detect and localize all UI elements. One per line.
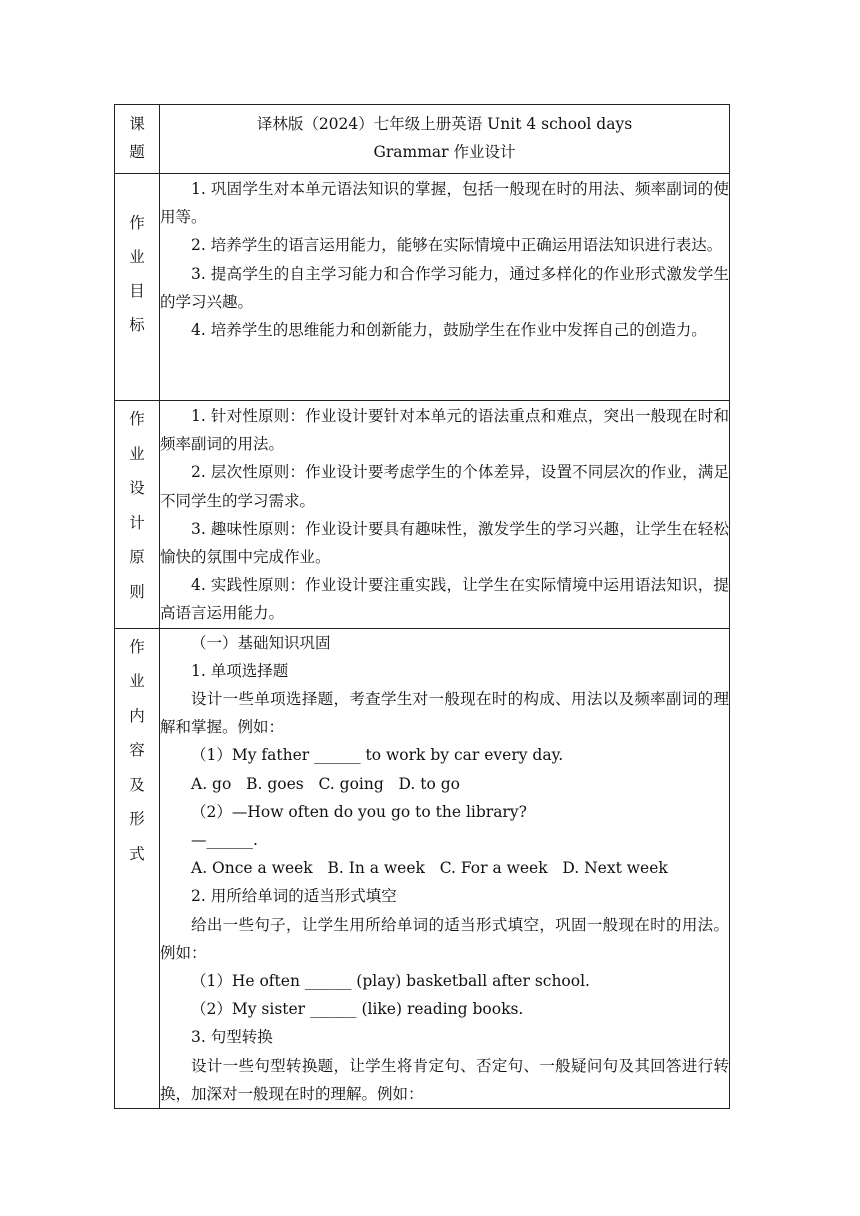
objectives-content-cell <box>160 174 730 401</box>
topic-title-line-1: 译林版（2024）七年级上册英语 Unit 4 school days <box>256 115 633 133</box>
objective-item-1: 1. 巩固学生对本单元语法知识的掌握，包括一般现在时的用法、频率副词的使用等。 <box>160 180 729 227</box>
topic-row <box>115 105 730 174</box>
fill-question-2: （2）My sister ______ (like) reading books. <box>191 1000 524 1019</box>
section-heading-basics: （一）基础知识巩固 <box>191 633 331 652</box>
objective-item-4: 4. 培养学生的思维能力和创新能力，鼓励学生在作业中发挥自己的创造力。 <box>191 321 707 340</box>
principles-label-char-4: 计 <box>129 513 145 532</box>
content-label-char-7: 式 <box>129 844 145 863</box>
content-label-char-1: 作 <box>129 637 145 656</box>
principles-label-cell <box>115 401 160 629</box>
question-2-options: A. Once a week B. In a week C. For a week D. Next week <box>191 859 668 878</box>
content-body-cell <box>160 628 730 1108</box>
topic-label-char-2: 题 <box>129 143 145 162</box>
fill-question-1: （1）He often ______ (play) basketball after school. <box>191 972 590 991</box>
objectives-label-char-1: 作 <box>129 214 145 232</box>
objective-item-2: 2. 培养学生的语言运用能力，能够在实际情境中正确运用语法知识进行表达。 <box>191 236 723 255</box>
content-label-char-4: 容 <box>129 741 145 760</box>
item1-description: 设计一些单项选择题，考查学生对一般现在时的构成、用法以及频率副词的理解和掌握。例如： <box>160 690 729 737</box>
principles-label-char-2: 业 <box>129 444 145 463</box>
principles-label-char-6: 则 <box>129 582 145 601</box>
question-1-options: A. go B. goes C. going D. to go <box>191 774 461 793</box>
principles-label-char-1: 作 <box>129 410 145 428</box>
content-row <box>115 628 730 1108</box>
content-label-char-3: 内 <box>129 706 145 725</box>
principle-item-2: 2. 层次性原则：作业设计要考虑学生的个体差异，设置不同层次的作业，满足不同学生的学习需求。 <box>160 463 729 510</box>
content-label-char-2: 业 <box>129 672 145 691</box>
topic-title-cell <box>160 105 730 174</box>
objectives-label-char-2: 业 <box>129 248 145 266</box>
topic-label-char-1: 课 <box>129 115 145 133</box>
item2-heading: 2. 用所给单词的适当形式填空 <box>191 887 397 906</box>
topic-title-line-2: Grammar 作业设计 <box>373 143 516 162</box>
homework-design-table <box>114 104 730 1109</box>
principles-content-cell <box>160 401 730 629</box>
content-label-char-6: 形 <box>129 810 145 829</box>
principles-label-char-5: 原 <box>129 548 145 566</box>
objectives-label-char-4: 标 <box>129 316 145 334</box>
content-label-cell <box>115 628 160 1108</box>
objectives-label-cell <box>115 174 160 401</box>
principles-label-char-3: 设 <box>129 479 145 497</box>
objective-item-3: 3. 提高学生的自主学习能力和合作学习能力，通过多样化的作业形式激发学生的学习兴趣。 <box>160 264 729 311</box>
question-1: （1）My father ______ to work by car every day. <box>191 746 564 765</box>
topic-label-cell <box>115 105 160 174</box>
question-2-answer: —______. <box>191 831 258 850</box>
objectives-label-char-3: 目 <box>129 282 145 300</box>
principle-item-3: 3. 趣味性原则：作业设计要具有趣味性，激发学生的学习兴趣，让学生在轻松愉快的氛围中完成作业。 <box>160 519 729 567</box>
principle-item-1: 1. 针对性原则：作业设计要针对本单元的语法重点和难点，突出一般现在时和频率副词的用法。 <box>160 407 729 454</box>
principle-item-4: 4. 实践性原则：作业设计要注重实践，让学生在实际情境中运用语法知识，提高语言运用能力。 <box>160 576 729 623</box>
objectives-row <box>115 174 730 401</box>
question-2: （2）—How often do you go to the library? <box>191 802 527 821</box>
principles-row <box>115 401 730 629</box>
item2-description: 给出一些句子，让学生用所给单词的适当形式填空，巩固一般现在时的用法。例如： <box>160 915 729 962</box>
content-label-char-5: 及 <box>129 775 145 794</box>
item1-heading: 1. 单项选择题 <box>191 661 289 680</box>
item3-heading: 3. 句型转换 <box>191 1028 273 1047</box>
item3-description: 设计一些句型转换题，让学生将肯定句、否定句、一般疑问句及其回答进行转换，加深对一般现在时的理解。例如： <box>160 1056 729 1103</box>
